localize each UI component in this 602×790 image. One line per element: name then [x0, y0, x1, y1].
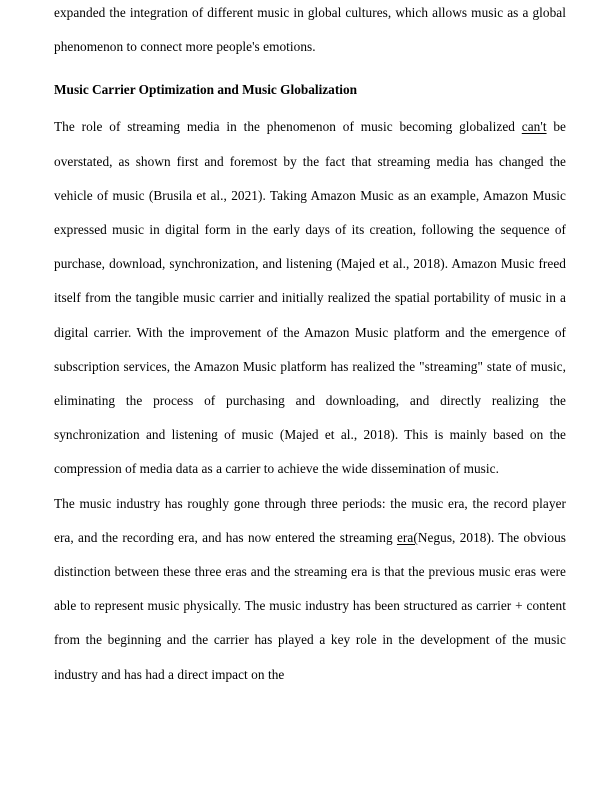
underlined-text-era: era( — [396, 529, 418, 545]
paragraph-continuation: expanded the integration of different music in global cultures, which allows music as a global phenomenon to connect more people's emotions. — [54, 5, 566, 55]
paragraph-music-industry-periods — [54, 487, 566, 692]
paragraph-text-segment: Negus, 2018). The obvious distinction between these three eras and the streaming era is that the previous music eras were able to represent music physically. The music industry has been structured as carrier + content from the beginning and the carrier has played a key role in the development of the music industry and has had a direct impact on the — [54, 529, 566, 682]
paragraph-text-segment: be overstated, as shown first and foremost by the fact that streaming media has changed the vehicle of music (Brusila et al., 2021). Taking Amazon Music as an example, Amazon Music expressed music in digital form in the early days of its creation, following the sequence of purchase, download, synchronization, and listening (Majed et al., 2018). Amazon Music freed itself from the tangible music carrier and initially realized the spatial portability of music in a digital carrier. With the improvement of the Amazon Music platform and the emergence of subscription services, the Amazon Music platform has realized the "streaming" state of music, eliminating the process of purchasing and downloading, and directly realizing the synchronization and listening of music (Majed et al., 2018). This is mainly based on the compression of media data as a carrier to achieve the wide dissemination of music. — [54, 119, 566, 477]
section-heading-music-carrier-optimization: Music Carrier Optimization and Music Globalization — [54, 82, 357, 98]
paragraph-text-segment: The role of streaming media in the phenomenon of music becoming globalized — [54, 119, 522, 135]
paragraph-streaming-media — [54, 110, 566, 486]
underlined-text-cant: can't — [521, 119, 547, 135]
document-body — [54, 0, 566, 692]
paragraph-text-segment: The music industry has roughly gone through three periods: the music era, the record player era, and the recording era, and has now entered the streaming — [54, 495, 566, 545]
